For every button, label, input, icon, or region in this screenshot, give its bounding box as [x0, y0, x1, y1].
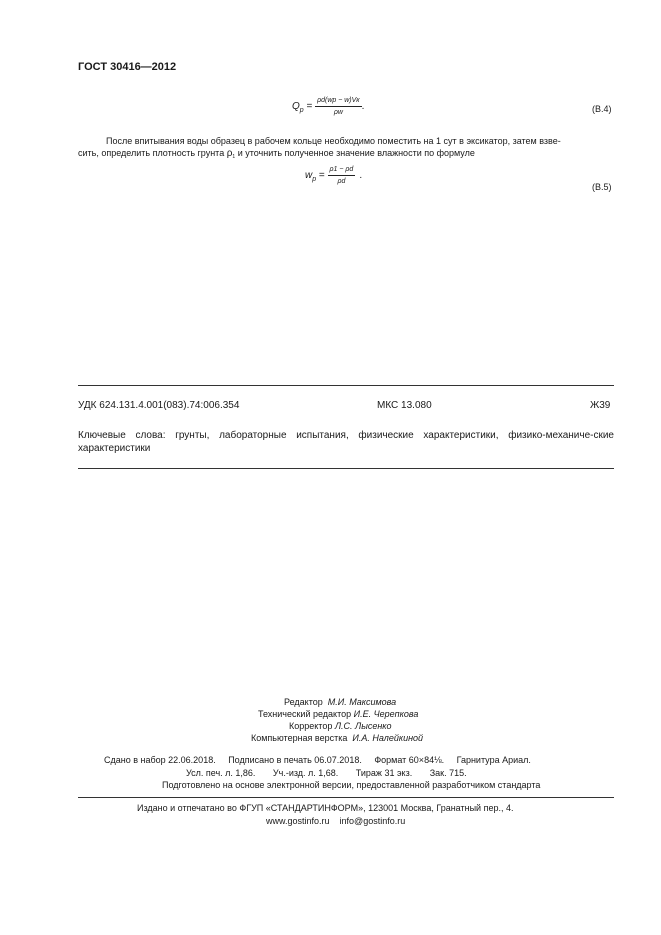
credit-name: М.И. Максимова: [327, 697, 397, 707]
formula-b5: [305, 165, 362, 186]
formula-b5-numerator: ρ1 − ρd: [328, 165, 356, 176]
imprint-line-3: Подготовлено на основе электронной версии, предоставленной разработчиком стандарта: [162, 780, 541, 790]
mks-code: МКС 13.080: [377, 400, 432, 411]
formula-b5-number: (В.5): [592, 182, 612, 192]
email-link[interactable]: info@gostinfo.ru: [339, 816, 406, 826]
paragraph-line-2-after: и уточнить полученное значение влажности по формуле: [235, 148, 475, 158]
classification-code: Ж39: [590, 400, 611, 411]
formula-b5-trailing: .: [359, 170, 363, 182]
divider-keywords: [78, 468, 614, 469]
formula-b4-number: (В.4): [592, 104, 612, 114]
website-link[interactable]: www.gostinfo.ru: [266, 816, 330, 826]
credit-role: Технический редактор: [258, 709, 352, 719]
divider-imprint: [78, 797, 614, 798]
formula-b4-lhs-sub: p: [299, 107, 304, 115]
credit-name: Л.С. Лысенко: [334, 721, 392, 731]
formula-b4: [292, 96, 364, 117]
divider-top: [78, 385, 614, 386]
udk-code: УДК 624.131.4.001(083).74:006.354: [78, 400, 240, 411]
keywords-text: Ключевые слова: грунты, лабораторные испытания, физические характеристики, физико-механиче-ские характеристики: [78, 430, 614, 454]
credit-layout: [251, 732, 423, 745]
credit-name: И.Е. Черепкова: [353, 709, 419, 719]
formula-b4-fraction: [315, 96, 362, 117]
formula-b4-lhs: Q: [292, 101, 300, 113]
imprint-line-4: Издано и отпечатано во ФГУП «СТАНДАРТИНФОРМ», 123001 Москва, Гранатный пер., 4.: [137, 803, 514, 813]
formula-b5-denominator: ρd: [337, 178, 346, 185]
formula-b4-denominator: ρw: [333, 109, 343, 116]
imprint-contacts: [266, 816, 405, 826]
paragraph-line-2: [78, 147, 475, 164]
credit-role: Корректор: [289, 721, 333, 731]
formula-b5-lhs: w: [305, 170, 313, 182]
formula-b4-equals: =: [306, 101, 313, 113]
formula-b5-lhs-sub: p: [312, 176, 317, 184]
formula-b5-equals: =: [318, 170, 325, 182]
credit-name: И.А. Налейкиной: [352, 733, 424, 743]
formula-b4-trailing: .: [361, 101, 365, 113]
document-header: ГОСТ 30416—2012: [78, 61, 177, 73]
density-symbol-sub: 1: [232, 154, 236, 160]
credit-role: Редактор: [284, 697, 323, 707]
paragraph-line-2-before: сить, определить плотность грунта: [78, 148, 227, 158]
credit-role: Компьютерная верстка: [251, 733, 348, 743]
formula-b5-fraction: [328, 165, 356, 186]
paragraph-line-1: После впитывания воды образец в рабочем кольце необходимо поместить на 1 сут в эксикатор, затем взве-: [106, 136, 561, 146]
formula-b4-numerator: ρd(wp − w)Vк: [315, 96, 362, 107]
imprint-line-1: Сдано в набор 22.06.2018. Подписано в печать 06.07.2018. Формат 60×84⅛. Гарнитура Ариал.: [104, 755, 531, 765]
imprint-line-2: Усл. печ. л. 1,86. Уч.-изд. л. 1,68. Тираж 31 экз. Зак. 715.: [186, 768, 467, 778]
keywords: [78, 429, 614, 455]
density-symbol: ρ: [226, 148, 233, 159]
